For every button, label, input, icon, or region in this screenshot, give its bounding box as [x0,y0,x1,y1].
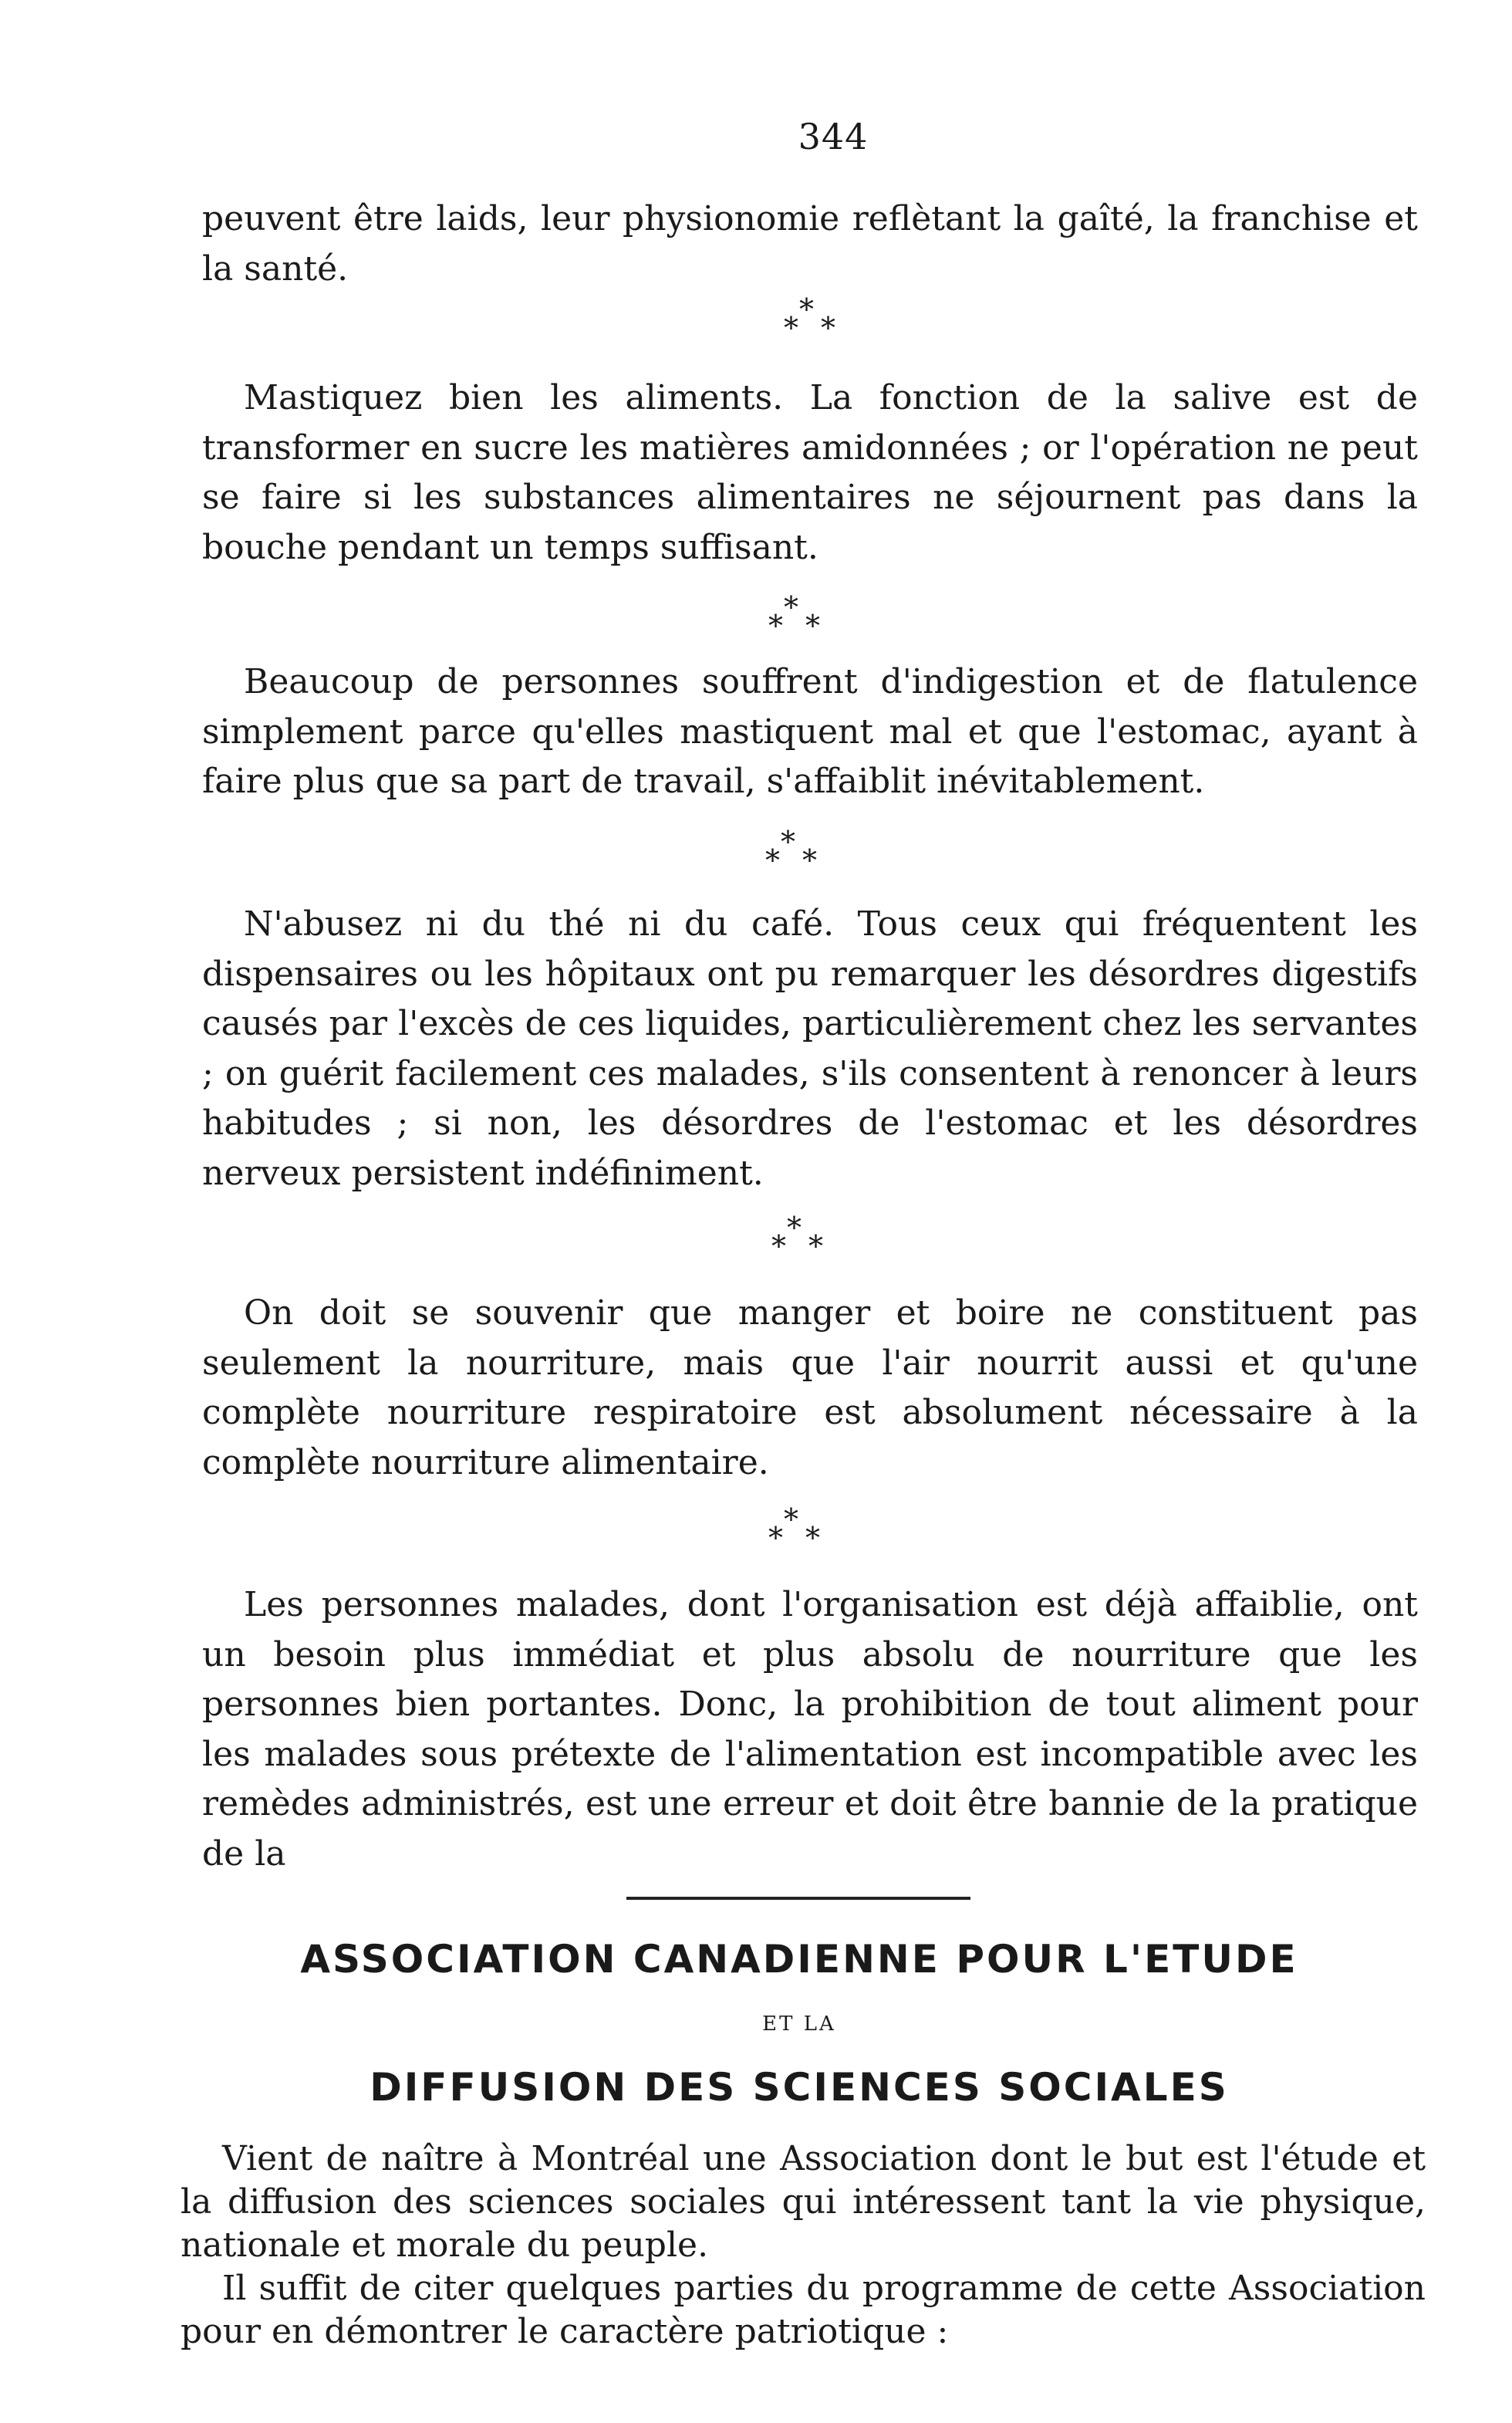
star-icon: * [784,311,798,345]
separator-2 [737,590,861,647]
section-divider [626,1897,970,1900]
star-icon: * [771,1229,786,1263]
page-number: 344 [798,116,869,157]
section-heading-line1: ASSOCIATION CANADIENNE POUR L'ETUDE [300,1937,1298,1982]
separator-5 [737,1502,861,1559]
star-icon: * [808,1229,823,1263]
star-icon: * [802,843,817,877]
separator-1 [753,292,876,349]
separator-4 [741,1213,864,1267]
star-icon: * [768,609,783,643]
star-icon: * [805,609,820,643]
paragraph-4: N'abusez ni du thé ni du café. Tous ceux qui fréquentent les dispensaires ou les hôpitaux ont pu remarquer les désordres digestifs causés par l'excès de ces liquides, particulièrement chez les servantes ; on guérit facilement ces malades, s'ils consentent à renoncer à leurs habitudes ; si non, les désordres de l'estomac et les désordres nerveux persistent indéfiniment. [202,904,1418,1193]
paragraph-1: peuvent être laids, leur physionomie reflètant la gaîté, la franchise et la santé. [202,199,1418,289]
section-paragraph-2: Il suffit de citer quelques parties du programme de cette Association pour en démontrer le caractère patriotique : [181,2269,1426,2351]
star-icon: * [799,292,814,326]
star-icon: * [768,1521,783,1555]
star-icon: * [784,1502,798,1536]
star-icon: * [781,825,795,859]
star-icon: * [805,1521,820,1555]
star-icon: * [821,311,835,345]
paragraph-2: Mastiquez bien les aliments. La fonction de la salive est de transformer en sucre les matières amidonnées ; or l'opération ne peut se faire si les substances alimentaires ne séjournent pas dans la bouche pendant un temps suffisant. [202,378,1418,567]
paragraph-6: Les personnes malades, dont l'organisation est déjà affaiblie, ont un besoin plus immédiat et plus absolu de nourriture que les personnes bien portantes. Donc, la prohibition de tout aliment pour les malades sous prétexte de l'alimentation est incompatible avec les remèdes administrés, est une erreur et doit être bannie de la pratique de la [202,1585,1418,1874]
star-icon: * [787,1211,802,1245]
paragraph-5: On doit se souvenir que manger et boire ne constituent pas seulement la nourriture, mais que l'air nourrit aussi et qu'une complète nourriture respiratoire est absolument nécessaire à la complète nourriture alimentaire. [202,1293,1418,1482]
paragraph-3: Beaucoup de personnes souffrent d'indigestion et de flatulence simplement parce qu'elles mastiquent mal et que l'estomac, ayant à faire plus que sa part de travail, s'affaiblit inévitablement. [202,662,1418,801]
section-paragraph-1: Vient de naître à Montréal une Association dont le but est l'étude et la diffusion des sciences sociales qui intéressent tant la vie physique, nationale et morale du peuple. [181,2139,1426,2265]
section-heading-line3: DIFFUSION DES SCIENCES SOCIALES [370,2065,1229,2110]
section-heading-line2: ET LA [762,2012,836,2036]
separator-3 [734,827,858,881]
star-icon: * [784,590,798,624]
star-icon: * [765,843,780,877]
